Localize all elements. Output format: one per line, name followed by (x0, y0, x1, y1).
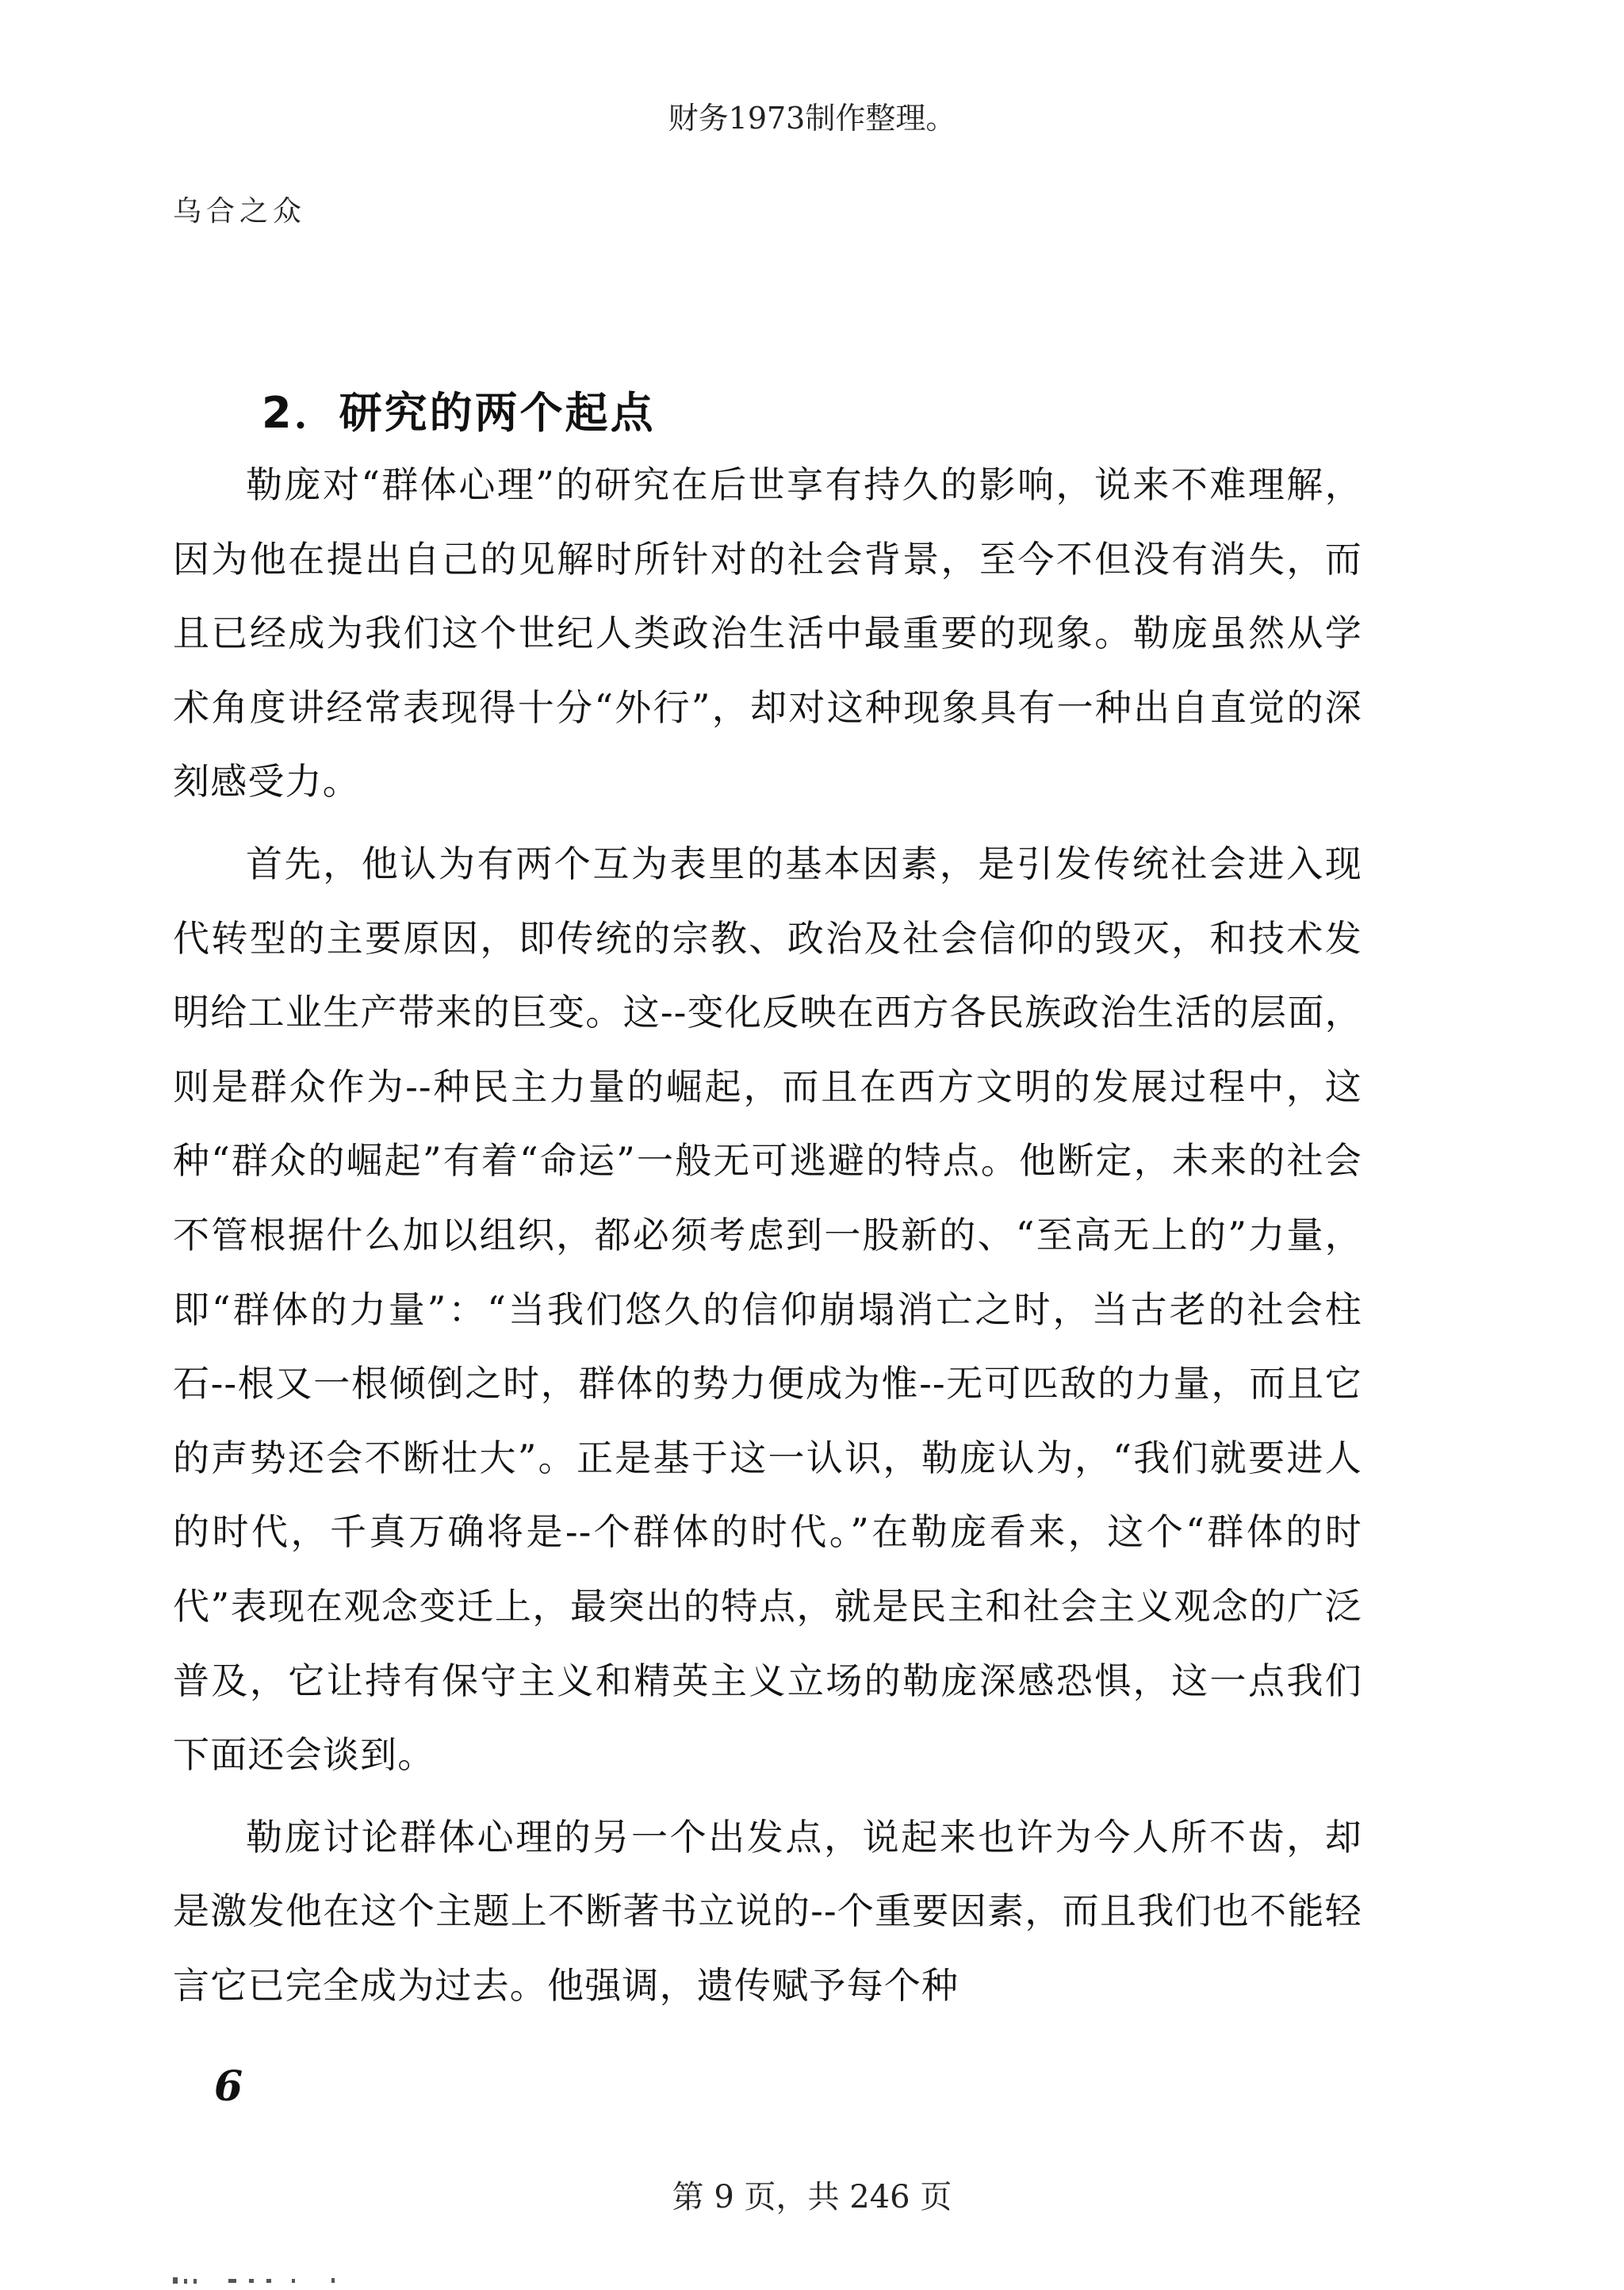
scan-artifact (173, 2270, 355, 2290)
running-head: 乌合之众 (173, 195, 307, 228)
pagination-footer: 第 9 页，共 246 页 (672, 2179, 952, 2215)
paragraph-1: 勒庞对“群体心理”的研究在后世享有持久的影响，说来不难理解，因为他在提出自己的见解时所针对的社会背景，至今不但没有消失，而且已经成为我们这个世纪人类政治生活中最重要的现象。勒庞虽然从学术角度讲经常表现得十分“外行”，却对这种现象具有一种出自直觉的深刻感受力。 (173, 463, 1362, 804)
paragraph-2: 首先，他认为有两个互为表里的基本因素，是引发传统社会进入现代转型的主要原因，即传统的宗教、政治及社会信仰的毁灭，和技术发明给工业生产带来的巨变。这--变化反映在西方各民族政治生活的层面，则是群众作为--种民主力量的崛起，而且在西方文明的发展过程中，这种“群众的崛起”有着“命运”一般无可逃避的特点。他断定，未来的社会不管根据什么加以组织，都必须考虑到一股新的、“至高无上的”力量，即“群体的力量”：“当我们悠久的信仰崩塌消亡之时，当古老的社会柱石--根又一根倾倒之时，群体的势力便成为惟--无可匹敌的力量，而且它的声势还会不断壮大”。正是基于这一认识，勒庞认为，“我们就要进人的时代，千真万确将是--个群体的时代。”在勒庞看来，这个“群体的时代”表现在观念变迁上，最突出的特点，就是民主和社会主义观念的广泛普及，它让持有保守主义和精英主义立场的勒庞深感恐惧，这一点我们下面还会谈到。 (173, 842, 1362, 1777)
section-title: 2．研究的两个起点 (262, 388, 656, 438)
body-text (173, 448, 1362, 2023)
scan-noise-icon (173, 2276, 355, 2285)
watermark-text: 财务1973制作整理。 (668, 101, 956, 136)
page-number: 6 (214, 2062, 243, 2111)
paragraph-3: 勒庞讨论群体心理的另一个出发点，说起来也许为今人所不齿，却是激发他在这个主题上不断著书立说的--个重要因素，而且我们也不能轻言它已完全成为过去。他强调，遗传赋予每个种 (173, 1815, 1362, 2007)
